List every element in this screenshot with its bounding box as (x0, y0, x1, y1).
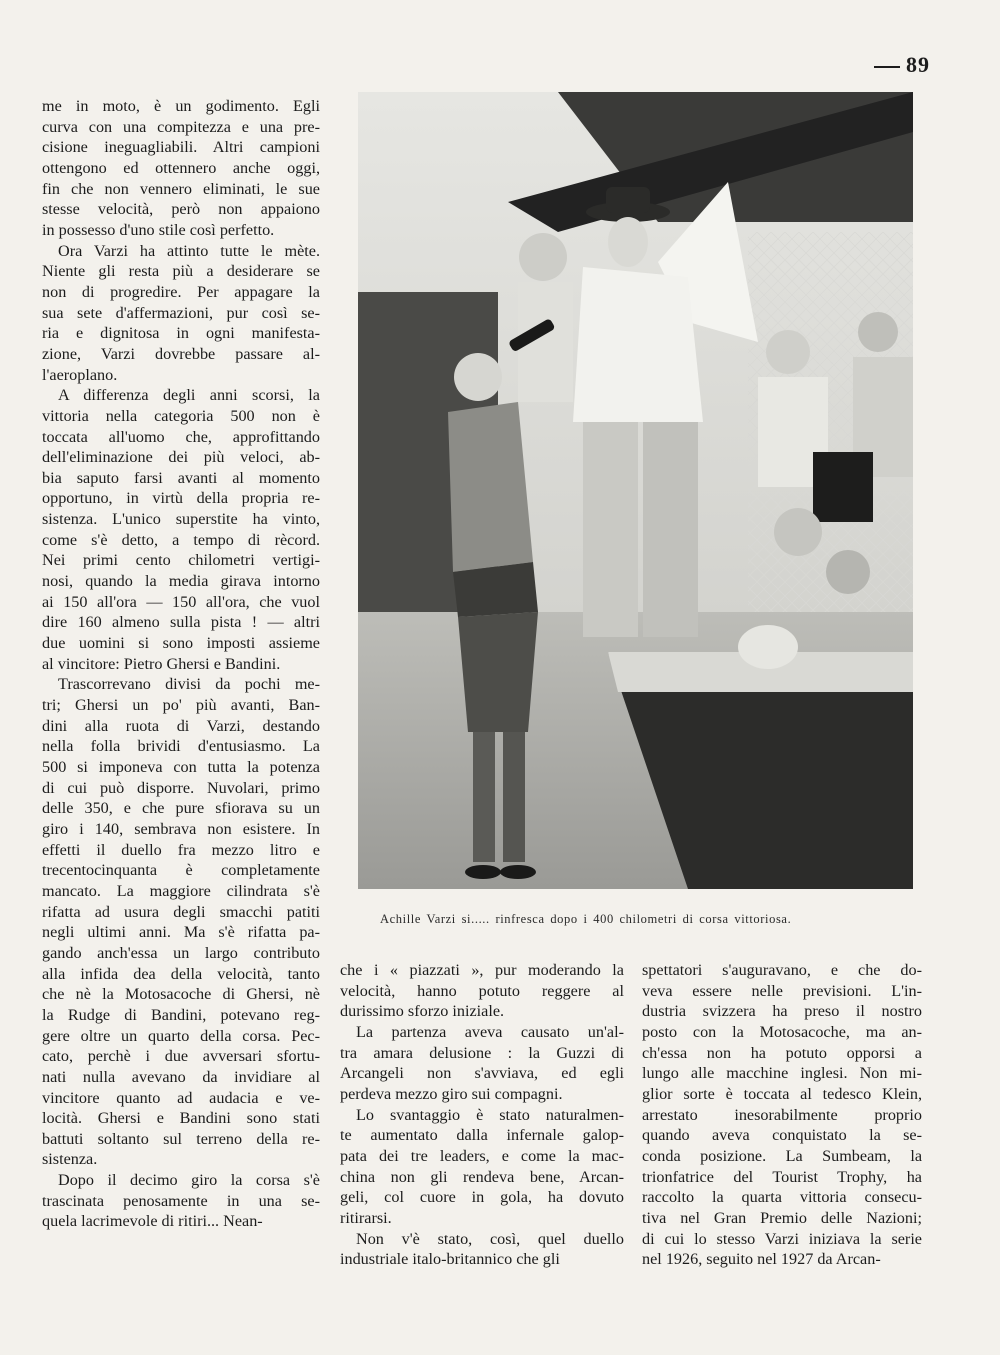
text-line: Non v'è stato, così, quel duello (356, 1229, 624, 1248)
text-line: Lo svantaggio è stato naturalmen- (356, 1105, 624, 1124)
photo-illustration (358, 92, 913, 889)
text-line: pata dei tre leaders, e come la mac- (340, 1146, 624, 1165)
text-line: zione, Varzi dovrebbe passare al- (42, 344, 320, 363)
photograph (358, 92, 913, 889)
text-line: delle 350, e che pure sfiorava su un (42, 799, 320, 818)
text-line: tra amara delusione : la Guzzi di (340, 1043, 624, 1062)
text-line: in possesso d'uno stile così perfetto. (42, 220, 275, 239)
text-line: sistenza. L'unico superstite ha vinto, (42, 510, 320, 529)
text-line: trascinata penosamente in una se- (42, 1191, 320, 1210)
text-line: geli, col cuore in gola, ha dovuto (340, 1188, 624, 1207)
text-line: fin che non vennero eliminati, le sue (42, 179, 320, 198)
text-line: cato, perchè i due avversari sfortu- (42, 1047, 320, 1066)
text-line: La partenza aveva causato un'al- (356, 1022, 624, 1041)
text-line: toccata all'uomo che, approfittando (42, 427, 320, 446)
text-line: tiva nel Gran Premio delle Nazioni; (642, 1208, 922, 1227)
text-line: locità. Ghersi e Bandini sono stati (42, 1109, 320, 1128)
page-number-value: 89 (906, 52, 930, 77)
page-number-dash (874, 66, 900, 68)
text-line: negli ultimi anni. Ma s'è rifatta pa- (42, 923, 320, 942)
text-line: vincitore quanto ad audacia e ve- (42, 1088, 320, 1107)
text-line: come s'è detto, a tempo di rècord. (42, 530, 320, 549)
text-line: alla infida dea della velocità, tanto (42, 964, 320, 983)
text-line: dell'eliminazione dei più veloci, ab- (42, 448, 320, 467)
text-line: l'aeroplano. (42, 365, 118, 384)
text-line: A differenza degli anni scorsi, la (58, 386, 320, 405)
text-line: china non gli rendeva bene, Arcan- (340, 1167, 624, 1186)
text-line: velocità, hanno potuto reggere al (340, 981, 624, 1000)
text-line: vittoria nella categoria 500 non è (42, 406, 320, 425)
text-line: sistenza. (42, 1150, 98, 1169)
text-line: ai 150 all'ora — 150 all'ora, che vuol (42, 592, 320, 611)
text-line: lungo alle macchine inglesi. Non mi- (642, 1064, 922, 1083)
text-line: curva con una compitezza e una pre- (42, 117, 320, 136)
text-line: perdeva mezzo giro sui compagni. (340, 1084, 563, 1103)
text-line: quela lacrimevole di ritiri... Nean- (42, 1212, 263, 1231)
text-line: non di progredire. Per appagare la (42, 282, 320, 301)
text-line: nati nulla avevano da invidiare al (42, 1067, 320, 1086)
text-line: nosi, quando la media girava intorno (42, 572, 320, 591)
text-line: Dopo il decimo giro la corsa s'è (58, 1171, 320, 1190)
text-line: al vincitore: Pietro Ghersi e Bandini. (42, 654, 281, 673)
text-line: bia saputo farsi avanti al momento (42, 468, 320, 487)
text-line: me in moto, è un godimento. Egli (42, 97, 320, 115)
text-line: dini alla ruota di Varzi, destando (42, 716, 320, 735)
text-line: Niente gli resta più a desiderare se (42, 262, 320, 281)
text-line: opportuno, in virtù della propria re- (42, 489, 320, 508)
text-column-right (642, 960, 922, 1270)
text-line: Ora Varzi ha attinto tutte le mète. (58, 241, 320, 260)
text-line: spettatori s'auguravano, e che do- (642, 961, 922, 979)
text-line: trionfatrice del Tourist Trophy, ha (642, 1167, 922, 1186)
text-line: giro i 140, sembrava non esistere. In (42, 819, 320, 838)
text-line: cisione ineguagliabili. Altri campioni (42, 138, 320, 157)
text-line: nella folla brividi d'entusiasmo. La (42, 737, 320, 756)
text-line: gando anch'essa un largo contributo (42, 943, 320, 962)
text-line: arrestato inesorabilmente proprio (642, 1105, 922, 1124)
text-line: di cui può disporre. Nuvolari, primo (42, 778, 320, 797)
text-line: ch'essa non ha potuto opporsi a (642, 1043, 922, 1062)
text-line: che i « piazzati », pur moderando la (340, 961, 624, 979)
text-line: 500 si imponeva con tutta la potenza (42, 758, 320, 776)
text-line: rifatta ad usura degli smacchi patiti (42, 902, 320, 921)
text-line: glior sorte è toccata al tedesco Klein, (642, 1084, 922, 1103)
text-line: tri; Ghersi un po' più avanti, Ban- (42, 696, 320, 715)
text-line: di cui lo stesso Varzi iniziava la serie (642, 1229, 922, 1248)
text-line: mancato. La maggiore cilindrata s'è (42, 881, 320, 900)
text-line: quando aveva conquistato la se- (642, 1126, 922, 1145)
text-line: Arcangeli non s'avviava, ed egli (340, 1064, 624, 1083)
text-column-left (42, 96, 320, 1232)
text-line: te aumentato dalla infernale galop- (340, 1126, 624, 1145)
text-line: industriale italo-britannico che gli (340, 1250, 560, 1269)
text-line: che nè la Motosacoche di Ghersi, nè (42, 985, 320, 1004)
text-line: gere oltre un quarto della corsa. Pec- (42, 1026, 320, 1045)
text-line: dustria svizzera ha preso il nostro (642, 1002, 922, 1021)
text-line: conda posizione. La Sumbeam, la (642, 1146, 922, 1165)
text-line: posto con la Motosacoche, ma an- (642, 1022, 922, 1041)
text-line: ottengono ed ottennero anche oggi, (42, 158, 320, 177)
text-line: battuti soltanto sul terreno della re- (42, 1129, 320, 1148)
text-line: Nei primi cento chilometri vertigi- (42, 551, 320, 570)
text-line: veva essere nelle previsioni. L'in- (642, 981, 922, 1000)
text-line: effetti il duello fra mezzo litro e (42, 840, 320, 859)
text-line: ria e dignitosa in ogni manifesta- (42, 324, 320, 343)
text-line: sua sete d'affermazioni, pur così se- (42, 303, 320, 322)
photo-caption: Achille Varzi si..... rinfresca dopo i 400 chilometri di corsa vittoriosa. (380, 912, 792, 926)
text-line: durissimo sforzo iniziale. (340, 1002, 505, 1021)
page-number (874, 52, 930, 78)
text-column-middle (340, 960, 624, 1270)
text-line: la Rudge di Bandini, potevano reg- (42, 1005, 320, 1024)
text-line: dire 160 almeno sulla pista ! — altri (42, 613, 320, 632)
text-line: ritirarsi. (340, 1208, 392, 1227)
text-line: due uomini si sono imposti assieme (42, 634, 320, 653)
text-line: stesse velocità, però non appaiono (42, 200, 320, 219)
text-line: Trascorrevano divisi da pochi me- (58, 675, 320, 694)
text-line: raccolto la quarta vittoria consecu- (642, 1188, 922, 1207)
text-line: trecentocinquanta è completamente (42, 861, 320, 880)
text-line: nel 1926, seguito nel 1927 da Arcan- (642, 1250, 881, 1269)
